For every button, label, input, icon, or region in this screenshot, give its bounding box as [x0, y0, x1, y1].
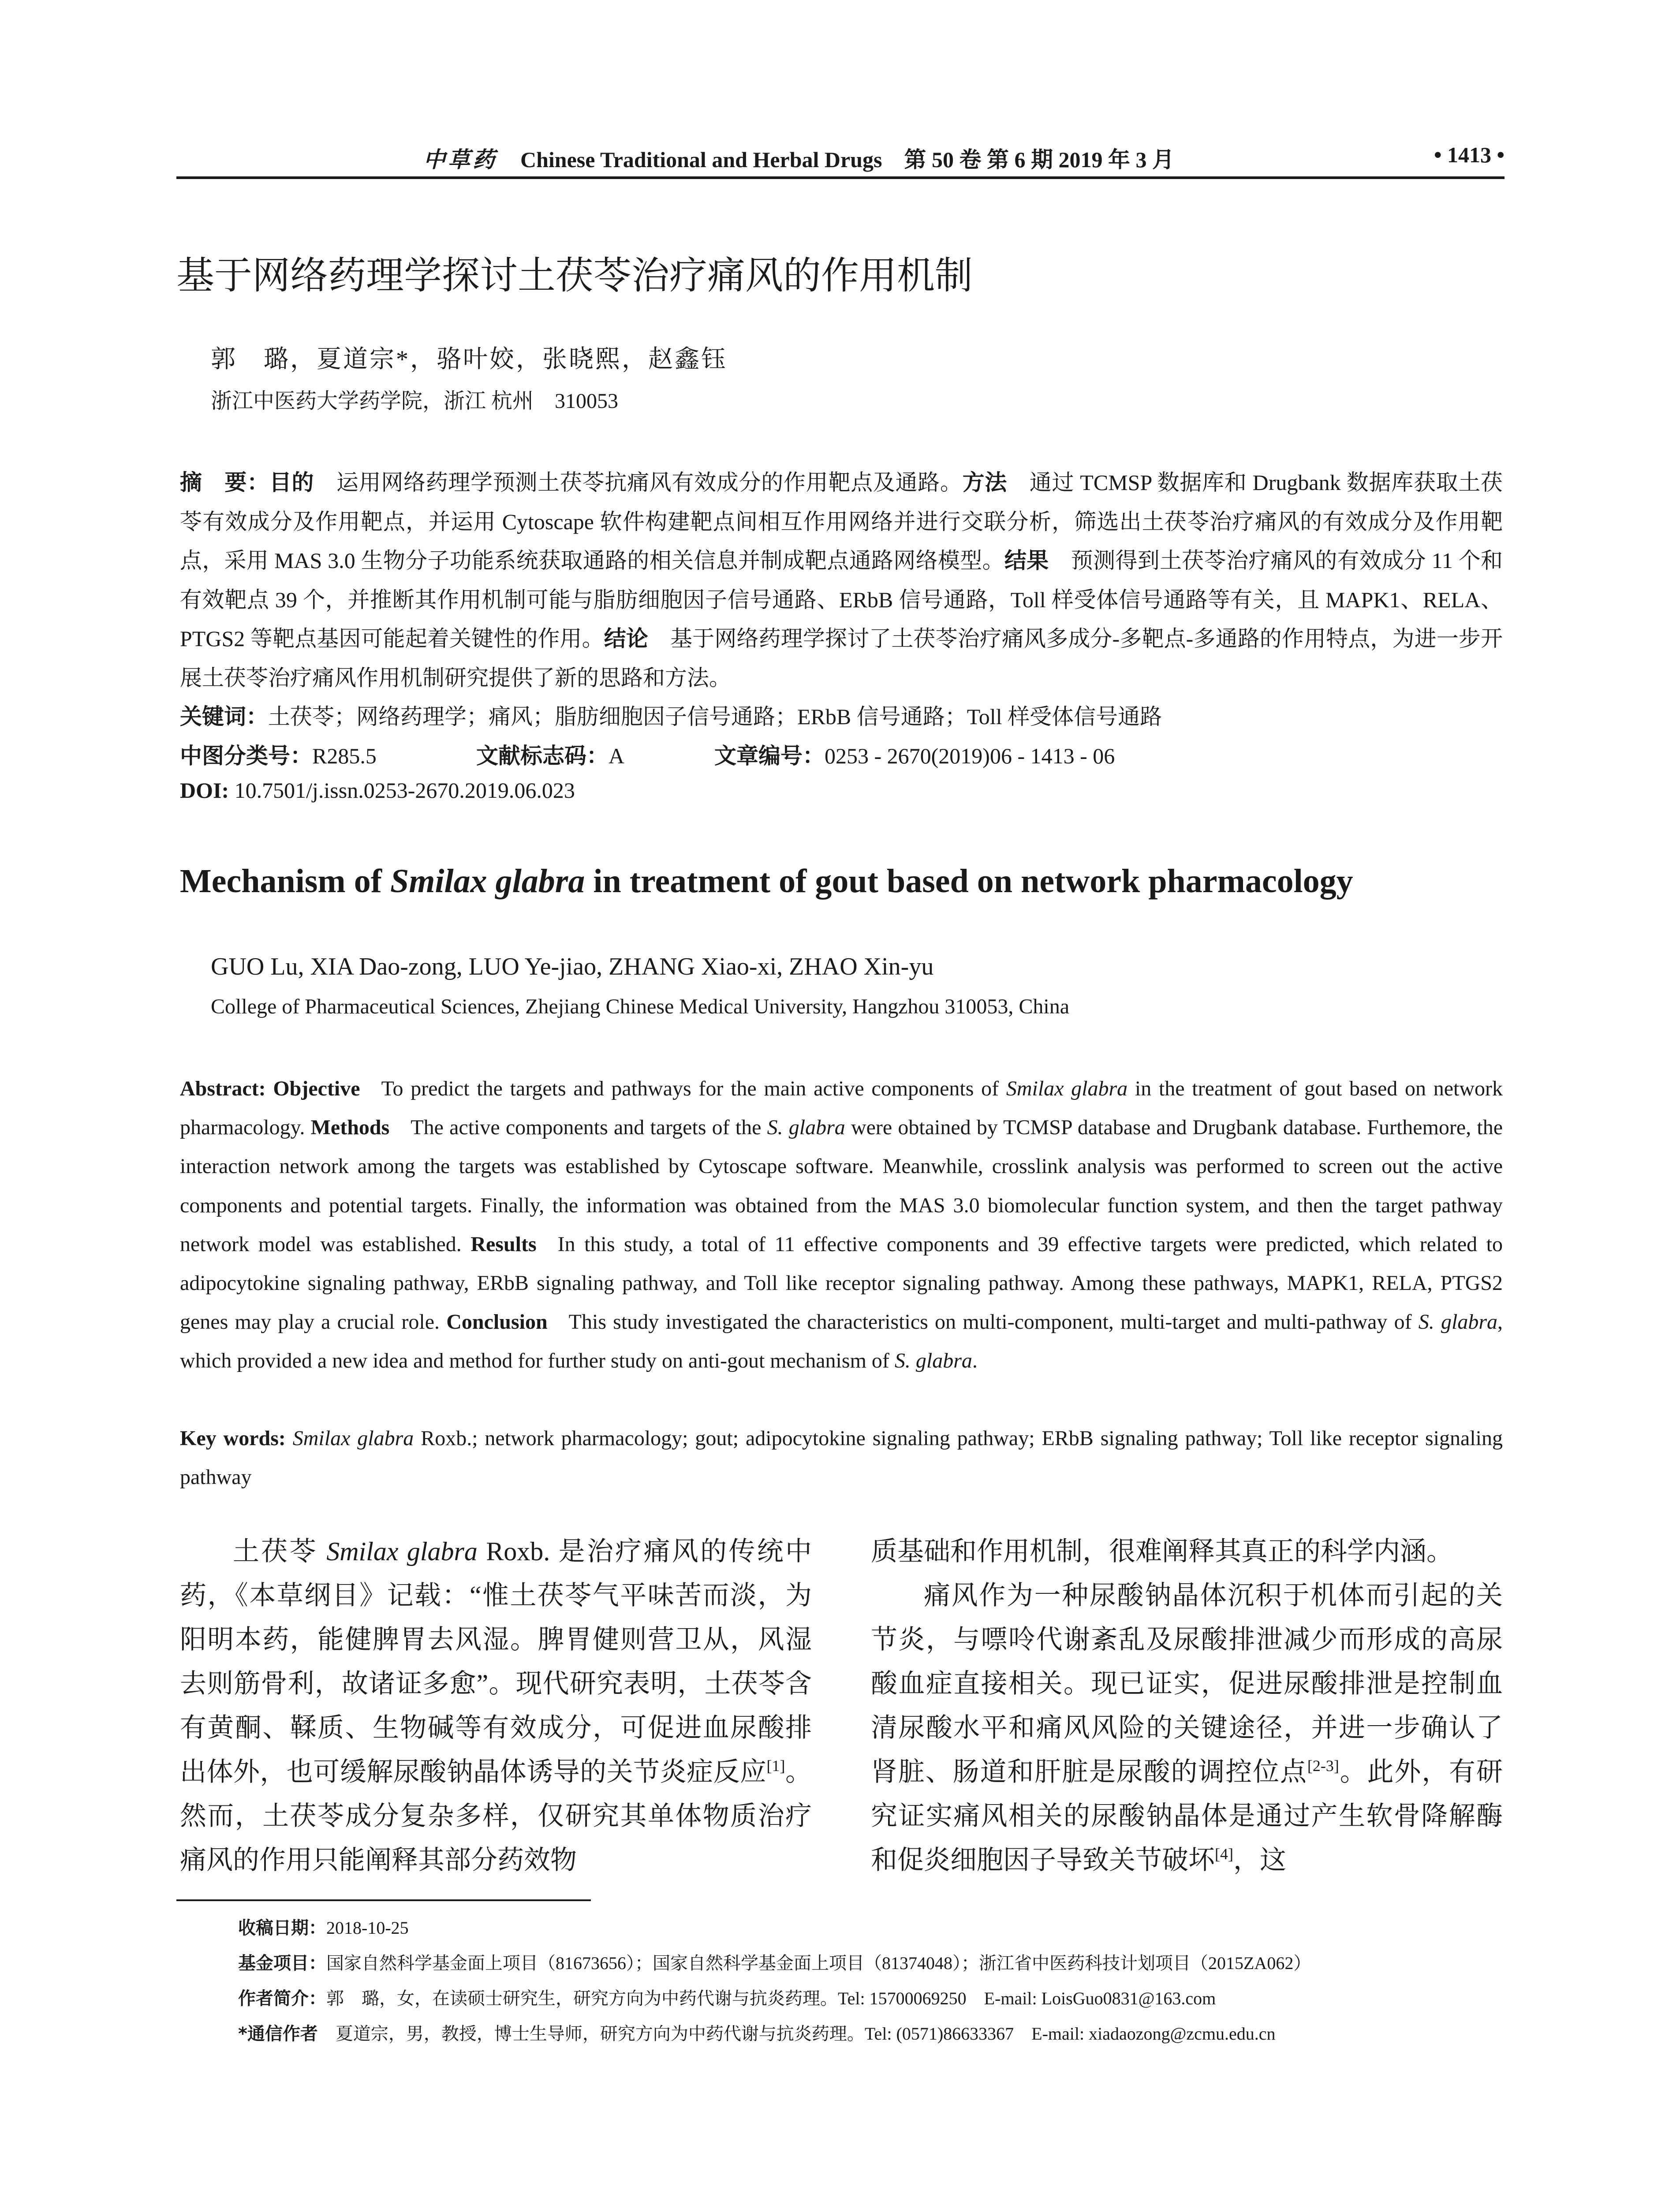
conclusion-en-species-1: S. glabra: [1418, 1310, 1498, 1334]
body-column-left: [180, 1529, 812, 1882]
objective-cn-label: 目的: [269, 470, 314, 495]
title-cn: 基于网络药理学探讨土茯苓治疗痛风的作用机制: [176, 254, 973, 298]
results-cn: 预测得到土茯苓治疗痛风的有效成分 11 个和有效靶点 39 个，并推断其作用机制可能与脂肪细胞因子信号通路、ERbB 信号通路，Toll 样受体信号通路等有关，且 MAPK1、RELA、PTGS2 等靶点基因可能起着关键性的作用。: [180, 548, 1503, 651]
doi-value: 10.7501/j.issn.0253-2670.2019.06.023: [234, 778, 575, 803]
clc-label: 中图分类号：: [180, 743, 312, 769]
doc-code-label: 文献标志码：: [476, 743, 609, 769]
abstract-en-label: Abstract: Objective: [180, 1077, 360, 1100]
page-number: • 1413 •: [1434, 142, 1505, 167]
body-text: 。此外，有研究证实痛风相关的尿酸钠晶体是通过产生软骨降解酶和促炎细胞因子导致关节破坏: [871, 1757, 1503, 1875]
citation-ref: [4]: [1215, 1845, 1233, 1863]
doi-label: DOI:: [180, 778, 229, 803]
footnote-rule: [176, 1899, 591, 1901]
article-number-value: 0253 - 2670(2019)06 - 1413 - 06: [825, 744, 1115, 768]
body-text: 土茯苓: [233, 1537, 327, 1566]
footnote-label: 作者简介：: [238, 1988, 326, 2009]
keywords-en-label: Key words:: [180, 1427, 286, 1450]
objective-en-2: in the treatment of gout based on network pharmacology.: [180, 1077, 1503, 1140]
keywords-en-species: Smilax glabra: [292, 1427, 414, 1450]
body-text: 。然而，土茯苓成分复杂多样，仅研究其单体物质治疗痛风的作用只能阐释其部分药效物: [180, 1757, 812, 1875]
footnote-label: *通信作者: [238, 2024, 318, 2044]
body-paragraph: [871, 1573, 1503, 1882]
title-en-species: Smilax glabra: [390, 863, 585, 900]
title-en-pre: Mechanism of: [180, 863, 391, 900]
article-number-label: 文章编号：: [714, 743, 825, 769]
methods-en-label: Methods: [310, 1116, 390, 1140]
footnote-text: 夏道宗，男，教授，博士生导师，研究方向为中药代谢与抗炎药理。Tel: (0571)86633367 E-mail: xiadaozong@zcmu.edu.cn: [317, 2024, 1276, 2044]
keywords-cn: 土茯苓；网络药理学；痛风；脂肪细胞因子信号通路；ERbB 信号通路；Toll 样受体信号通路: [268, 704, 1162, 729]
objective-en-species: Smilax glabra: [1006, 1077, 1128, 1100]
body-text: 质基础和作用机制，很难阐释其真正的科学内涵。: [871, 1537, 1453, 1566]
abstract-en: [180, 1069, 1503, 1381]
footnote-label: 基金项目：: [238, 1953, 326, 1973]
running-header: [176, 140, 1505, 176]
results-en-label: Results: [470, 1232, 537, 1256]
conclusion-en-1: This study investigated the characteristics on multi-component, multi-target and multi-pathway of: [568, 1310, 1419, 1334]
footnote-correspondence: [238, 2020, 1275, 2045]
conclusion-en-2: , which provided a new idea and method for further study on anti-gout mechanism of: [180, 1310, 1503, 1373]
authors-cn: 郭 璐，夏道宗*，骆叶姣，张晓熙，赵鑫钰: [211, 346, 728, 373]
footnote-text: 郭 璐，女，在读硕士研究生，研究方向为中药代谢与抗炎药理。Tel: 15700069250 E-mail: LoisGuo0831@163.com: [326, 1988, 1216, 2008]
conclusion-en-label: Conclusion: [446, 1310, 548, 1334]
objective-cn: 运用网络药理学预测土茯苓抗痛风有效成分的作用靶点及通路。: [336, 470, 963, 495]
methods-cn-label: 方法: [962, 470, 1007, 495]
abstract-cn-label: 摘 要：: [180, 470, 269, 495]
journal-issue: Chinese Traditional and Herbal Drugs 第 50 卷 第 6 期 2019 年 3 月: [520, 147, 1174, 172]
doi-line: [180, 777, 575, 803]
footnote-label: 收稿日期：: [238, 1918, 326, 1938]
title-en-post: in treatment of gout based on network pharmacology: [585, 863, 1353, 900]
conclusion-cn: 基于网络药理学探讨了土茯苓治疗痛风多成分-多靶点-多通路的作用特点，为进一步开展土茯苓治疗痛风作用机制研究提供了新的思路和方法。: [180, 626, 1503, 690]
clc-value: R285.5: [312, 744, 377, 768]
article-number-line: [714, 738, 1115, 770]
conclusion-cn-label: 结论: [604, 626, 649, 651]
document-code-line: [476, 738, 624, 770]
methods-en-2: were obtained by TCMSP database and Drugbank database. Furthemore, the interaction network among the targets was established by Cytoscape software. Meanwhile, crosslink analysis was performed to screen out the active components and potential targets. Finally, the information was obtained from the MAS 3.0 biomolecular function system, and then the target pathway network model was established.: [180, 1116, 1503, 1256]
body-text: ，这: [1233, 1846, 1286, 1875]
citation-ref: [2-3]: [1307, 1757, 1339, 1775]
authors-en: GUO Lu, XIA Dao-zong, LUO Ye-jiao, ZHANG Xiao-xi, ZHAO Xin-yu: [211, 953, 934, 980]
title-en: [180, 862, 1353, 901]
abstract-cn: [180, 463, 1503, 697]
keywords-cn-line: [180, 699, 1162, 731]
results-en: In this study, a total of 11 effective components and 39 effective targets were predicted, which related to adipocytokine signaling pathway, ERbB signaling pathway, and Toll like receptor signaling pathway. Among these pathways, MAPK1, RELA, PTGS2 genes may play a crucial role.: [180, 1232, 1503, 1334]
doc-code-value: A: [609, 744, 625, 768]
methods-en-1: The active components and targets of the: [411, 1116, 767, 1140]
citation-ref: [1]: [766, 1757, 785, 1775]
body-text: 痛风作为一种尿酸钠晶体沉积于机体而引起的关节炎，与嘌呤代谢紊乱及尿酸排泄减少而形成的高尿酸血症直接相关。现已证实，促进尿酸排泄是控制血清尿酸水平和痛风风险的关键途径，并进一步确认了肾脏、肠道和肝脏是尿酸的调控位点: [871, 1581, 1503, 1786]
body-species: Smilax glabra: [326, 1537, 478, 1566]
keywords-en-list: Roxb.; network pharmacology; gout; adipocytokine signaling pathway; ERbB signaling pathway; Toll like receptor signaling pathway: [180, 1427, 1503, 1489]
conclusion-en-species-2: S. glabra: [894, 1349, 972, 1373]
header-rule: [176, 176, 1505, 179]
results-cn-label: 结果: [1004, 548, 1049, 573]
objective-en-1: To predict the targets and pathways for the main active components of: [381, 1077, 1006, 1100]
footnote-received: [238, 1914, 409, 1939]
affiliation-cn: 浙江中医药大学药学院，浙江 杭州 310053: [211, 389, 619, 413]
footnote-text: 国家自然科学基金面上项目（81673656）；国家自然科学基金面上项目（81374048）；浙江省中医药科技计划项目（2015ZA062）: [326, 1953, 1311, 1973]
affiliation-en: College of Pharmaceutical Sciences, Zhejiang Chinese Medical University, Hangzhou 310053, China: [211, 995, 1070, 1018]
methods-en-species: S. glabra: [767, 1116, 845, 1140]
body-column-right: [871, 1529, 1503, 1882]
keywords-cn-label: 关键词：: [180, 704, 268, 729]
classification-line: [180, 738, 377, 770]
body-paragraph: [871, 1529, 1503, 1573]
keywords-en: [180, 1419, 1503, 1497]
journal-brand: 中草药: [423, 147, 497, 172]
footnote-author: [238, 1984, 1216, 2010]
conclusion-en-3: .: [972, 1349, 978, 1373]
body-paragraph: [180, 1529, 812, 1882]
body-text: Roxb. 是治疗痛风的传统中药，《本草纲目》记载：“惟土茯苓气平味苦而淡，为阳明本药，能健脾胃去风湿。脾胃健则营卫从，风湿去则筋骨利，故诸证多愈”。现代研究表明，土茯苓含有黄酮、鞣质、生物碱等有效成分，可促进血尿酸排出体外，也可缓解尿酸钠晶体诱导的关节炎症反应: [180, 1537, 812, 1786]
footnote-text: 2018-10-25: [326, 1918, 409, 1938]
methods-cn: 通过 TCMSP 数据库和 Drugbank 数据库获取土茯苓有效成分及作用靶点，并运用 Cytoscape 软件构建靶点间相互作用网络并进行交联分析，筛选出土茯苓治疗痛风的有效成分及作用靶点，采用 MAS 3.0 生物分子功能系统获取通路的相关信息并制成靶点通路网络模型。: [180, 470, 1503, 573]
footnote-fund: [238, 1949, 1311, 1974]
